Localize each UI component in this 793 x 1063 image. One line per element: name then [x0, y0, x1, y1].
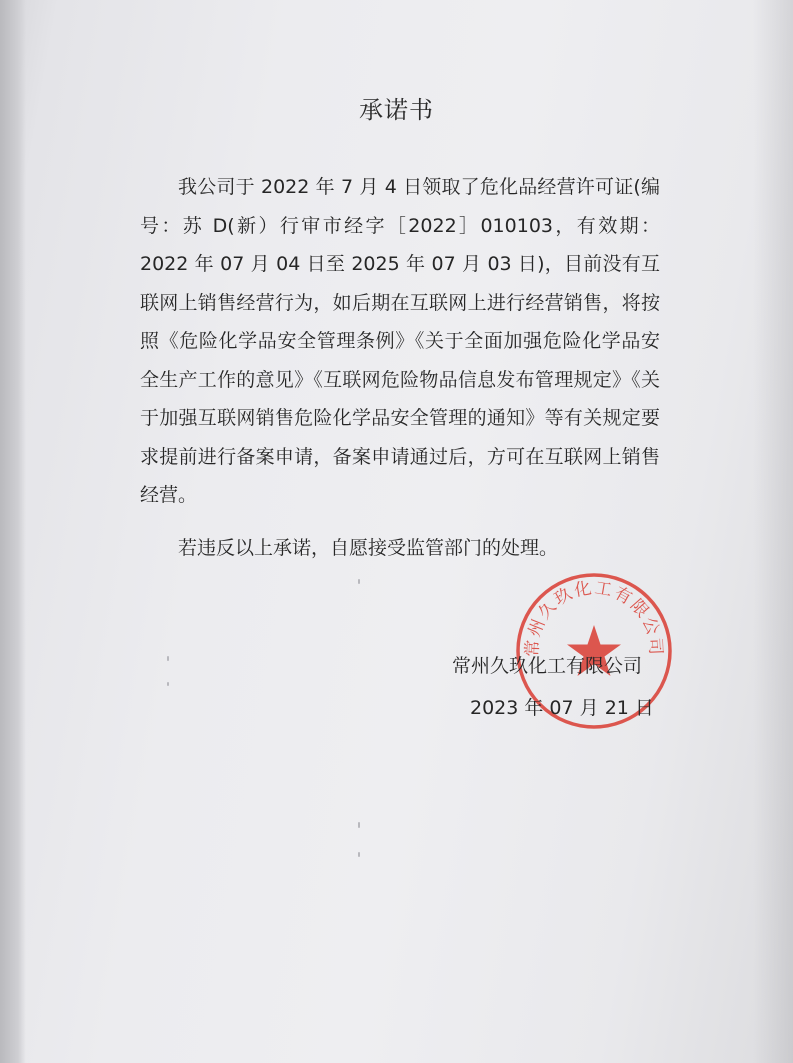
- page-left-edge: [0, 0, 26, 1063]
- signature-date: 2023 年 07 月 21 日: [470, 697, 654, 719]
- document-title: 承诺书: [359, 96, 434, 124]
- seal-text: 常州久玖化工有限公司: [522, 578, 666, 658]
- paper-speck: [358, 822, 360, 828]
- paper-speck: [167, 656, 169, 661]
- paper-speck: [358, 852, 360, 857]
- paper-speck: [358, 579, 360, 584]
- paper-speck: [167, 682, 169, 686]
- violation-paragraph: 若违反以上承诺，自愿接受监管部门的处理。: [178, 537, 559, 559]
- signature-company: 常州久玖化工有限公司: [452, 655, 643, 677]
- page-right-shadow: [753, 0, 793, 1063]
- commitment-paragraph: 我公司于 2022 年 7 月 4 日领取了危化品经营许可证(编号：苏 D(新）行审市经字［2022］010103，有效期：2022 年 07 月 04 日至 2025 年 07 月 03 日)，目前没有互联网上销售经营行为，如后期在互联网上进行经营销售，将按照《危险化学品安全管理条例》《关于全面加强危险化学品安全生产工作的意见》《互联网危险物品信息发布管理规定》《关于加强互联网销售危险化学品安全管理的通知》等有关规定要求提前进行备案申请，备案申请通过后，方可在互联网上销售经营。: [140, 176, 660, 506]
